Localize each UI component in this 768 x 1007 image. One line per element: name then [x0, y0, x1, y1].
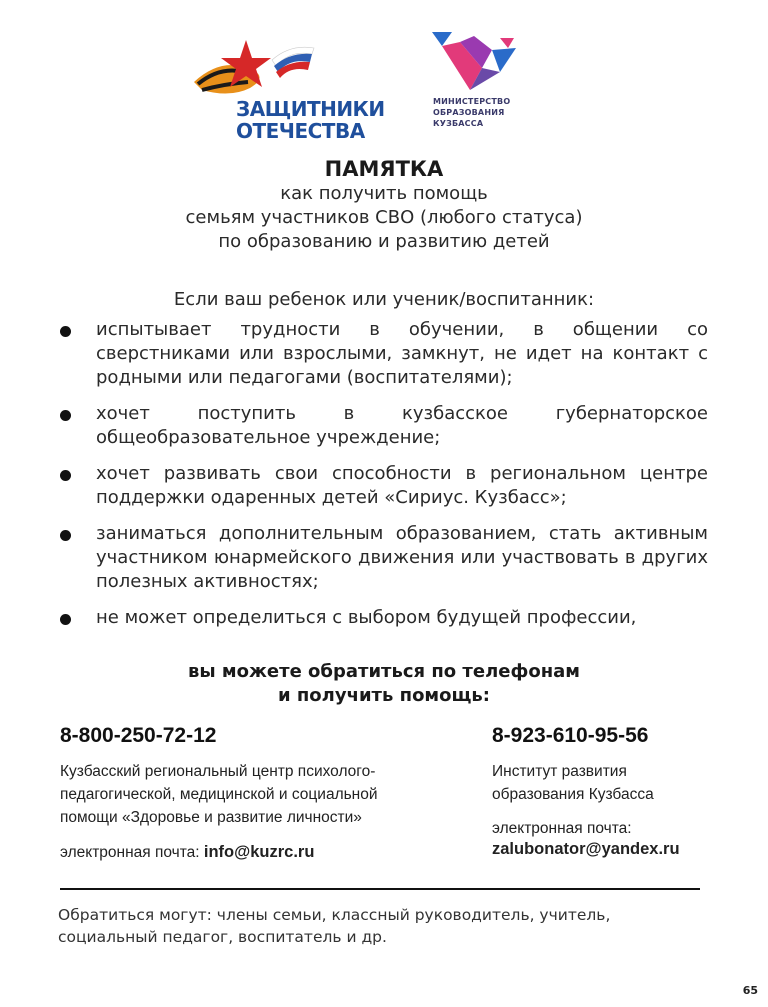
ministry-text-line2: ОБРАЗОВАНИЯ [433, 108, 505, 117]
email-link[interactable]: zalubonator@yandex.ru [492, 840, 680, 858]
org-name-line-1: Институт развития [492, 763, 627, 780]
list-item-text: испытывает трудности в обучении, в общении со сверстниками или взрослыми, замкнут, не идет на контакт с родными или педагогами (воспитателями); [96, 319, 708, 388]
call-line-1: вы можете обратиться по телефонам [188, 661, 580, 682]
ministry-text-line3: КУЗБАССА [433, 119, 484, 128]
list-item-text: заниматься дополнительным образованием, стать активным участником юнармейского движения или участвовать в других полезных активностях; [96, 523, 708, 592]
org-name-line-3: помощи «Здоровье и развитие личности» [60, 809, 362, 826]
org-name-line-2: педагогической, медицинской и социальной [60, 786, 378, 803]
list-item-text: хочет поступить в кузбасское губернаторское общеобразовательное учреждение; [96, 403, 708, 448]
star-ribbon-icon [190, 38, 390, 98]
email-link[interactable]: info@kuzrc.ru [203, 843, 315, 861]
list-item [58, 462, 708, 510]
ministry-logo-text [433, 96, 510, 129]
page-title: ПАМЯТКА [324, 157, 444, 181]
email-label: электронная почта: [60, 844, 200, 861]
ministry-emblem-icon [430, 28, 540, 94]
footer-note [58, 904, 718, 948]
email-label: электронная почта: [492, 820, 632, 837]
logo-header [0, 28, 768, 143]
conditions-list [58, 318, 708, 642]
contact-institute [492, 722, 732, 859]
intro-text: Если ваш ребенок или ученик/воспитанник: [173, 289, 595, 310]
divider [60, 888, 700, 890]
email-row [60, 841, 460, 864]
footer-line-2: социальный педагог, воспитатель и др. [58, 928, 387, 946]
call-to-action [0, 660, 768, 708]
subtitle-line-2: семьям участников СВО (любого статуса) [185, 207, 583, 228]
phone-number[interactable]: 8-800-250-72-12 [60, 724, 217, 747]
list-item [58, 606, 708, 630]
org-name-line-1: Кузбасский региональный центр психолого- [60, 763, 376, 780]
defenders-text-line1: ЗАЩИТНИКИ [236, 97, 385, 121]
page-number: 65 [742, 984, 758, 997]
memo-header [0, 156, 768, 254]
defenders-text-line2: ОТЕЧЕСТВА [236, 119, 365, 143]
phone-number[interactable]: 8-923-610-95-56 [492, 724, 649, 747]
list-item-text: не может определиться с выбором будущей профессии, [96, 607, 637, 628]
subtitle-line-1: как получить помощь [280, 183, 488, 204]
subtitle-line-3: по образованию и развитию детей [218, 231, 550, 252]
contact-kuzrc [60, 722, 460, 864]
footer-line-1: Обратиться могут: члены семьи, классный руководитель, учитель, [58, 906, 611, 924]
ministry-of-education-logo [430, 28, 540, 138]
ministry-text-line1: МИНИСТЕРСТВО [433, 97, 511, 106]
list-item-text: хочет развивать свои способности в региональном центре поддержки одаренных детей «Сириус. Кузбасс»; [96, 463, 708, 508]
call-line-2: и получить помощь: [277, 685, 490, 706]
defenders-logo-text [236, 98, 385, 142]
list-item [58, 402, 708, 450]
list-item [58, 522, 708, 594]
org-name-line-2: образования Кузбасса [492, 786, 654, 803]
defenders-of-fatherland-logo [190, 38, 390, 143]
list-item [58, 318, 708, 390]
